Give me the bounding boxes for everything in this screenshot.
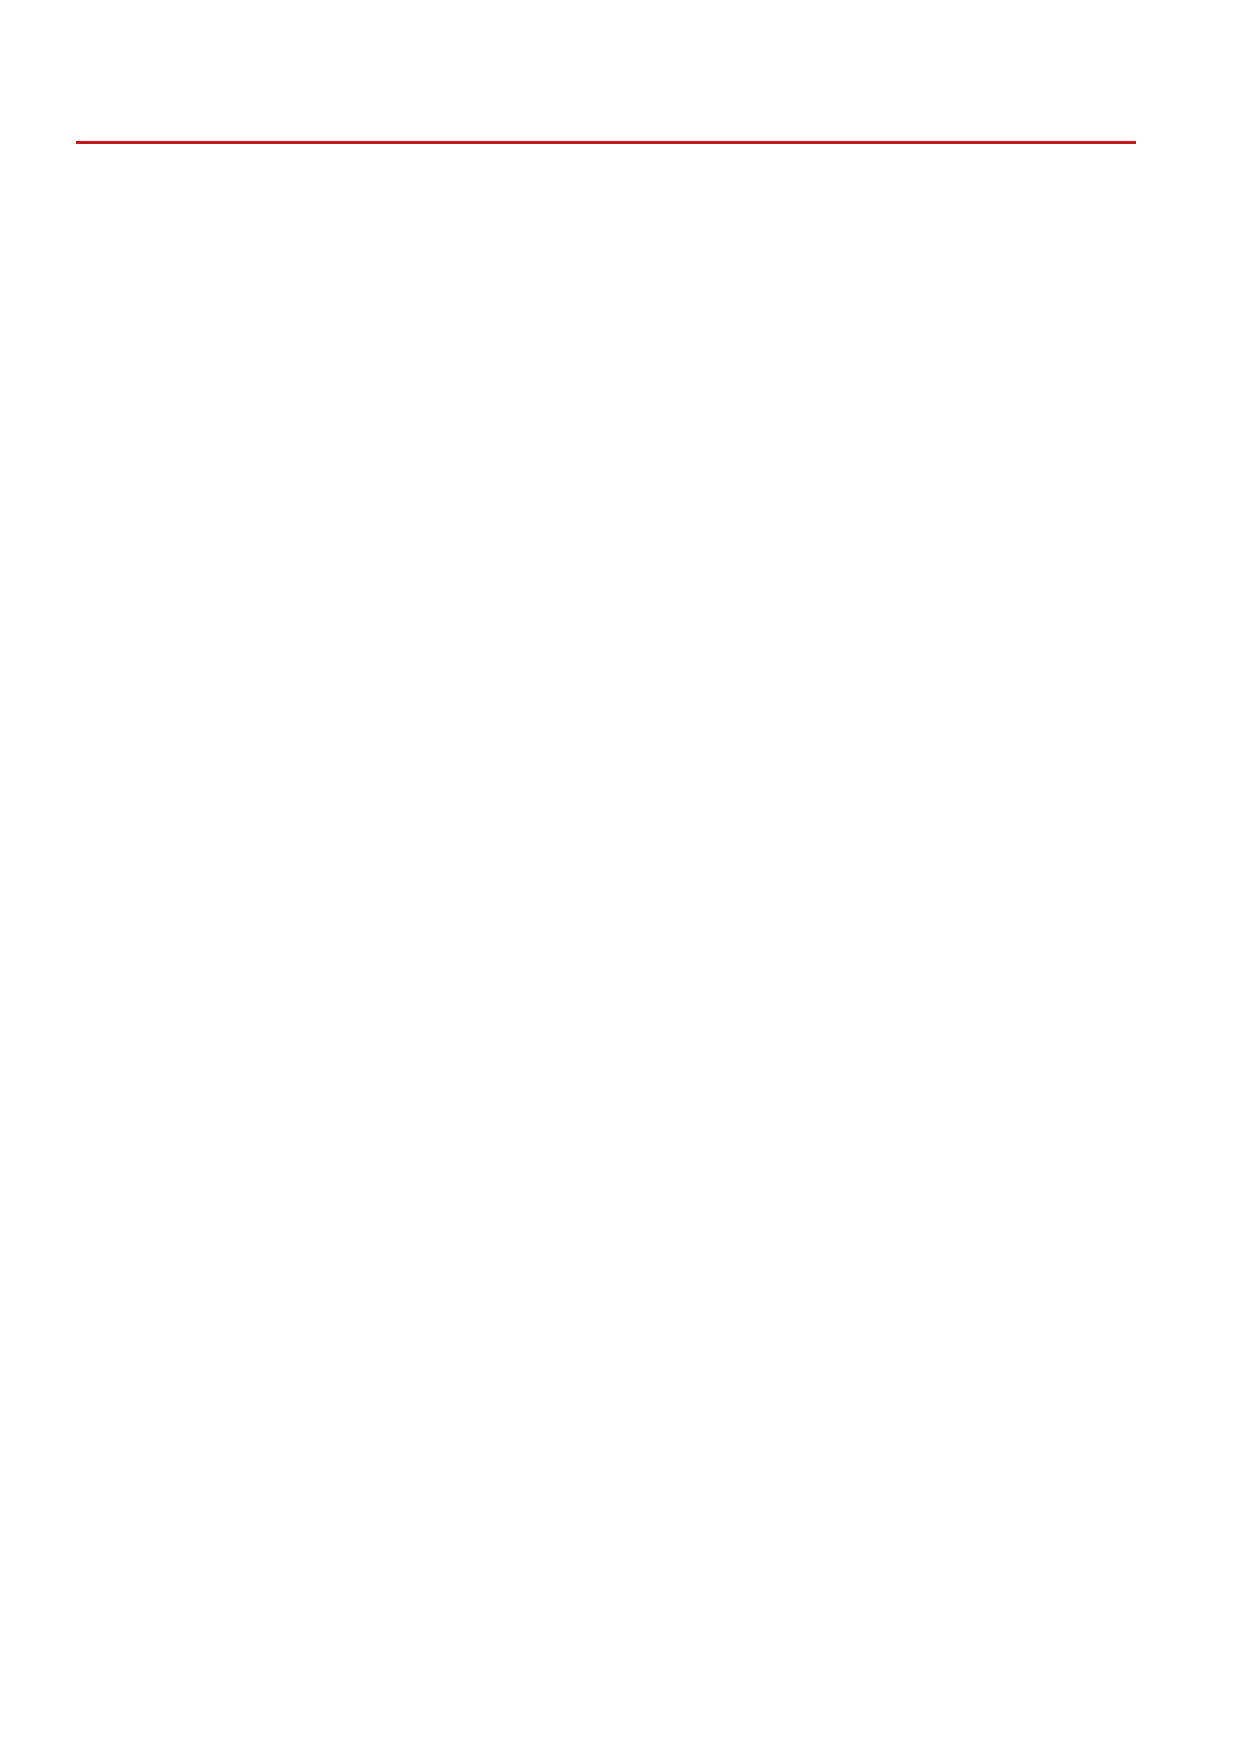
issue-meta: [300, 76, 379, 105]
header-rule: [76, 141, 1136, 144]
page-footer: [0, 1672, 1240, 1696]
masthead: [76, 68, 1206, 148]
